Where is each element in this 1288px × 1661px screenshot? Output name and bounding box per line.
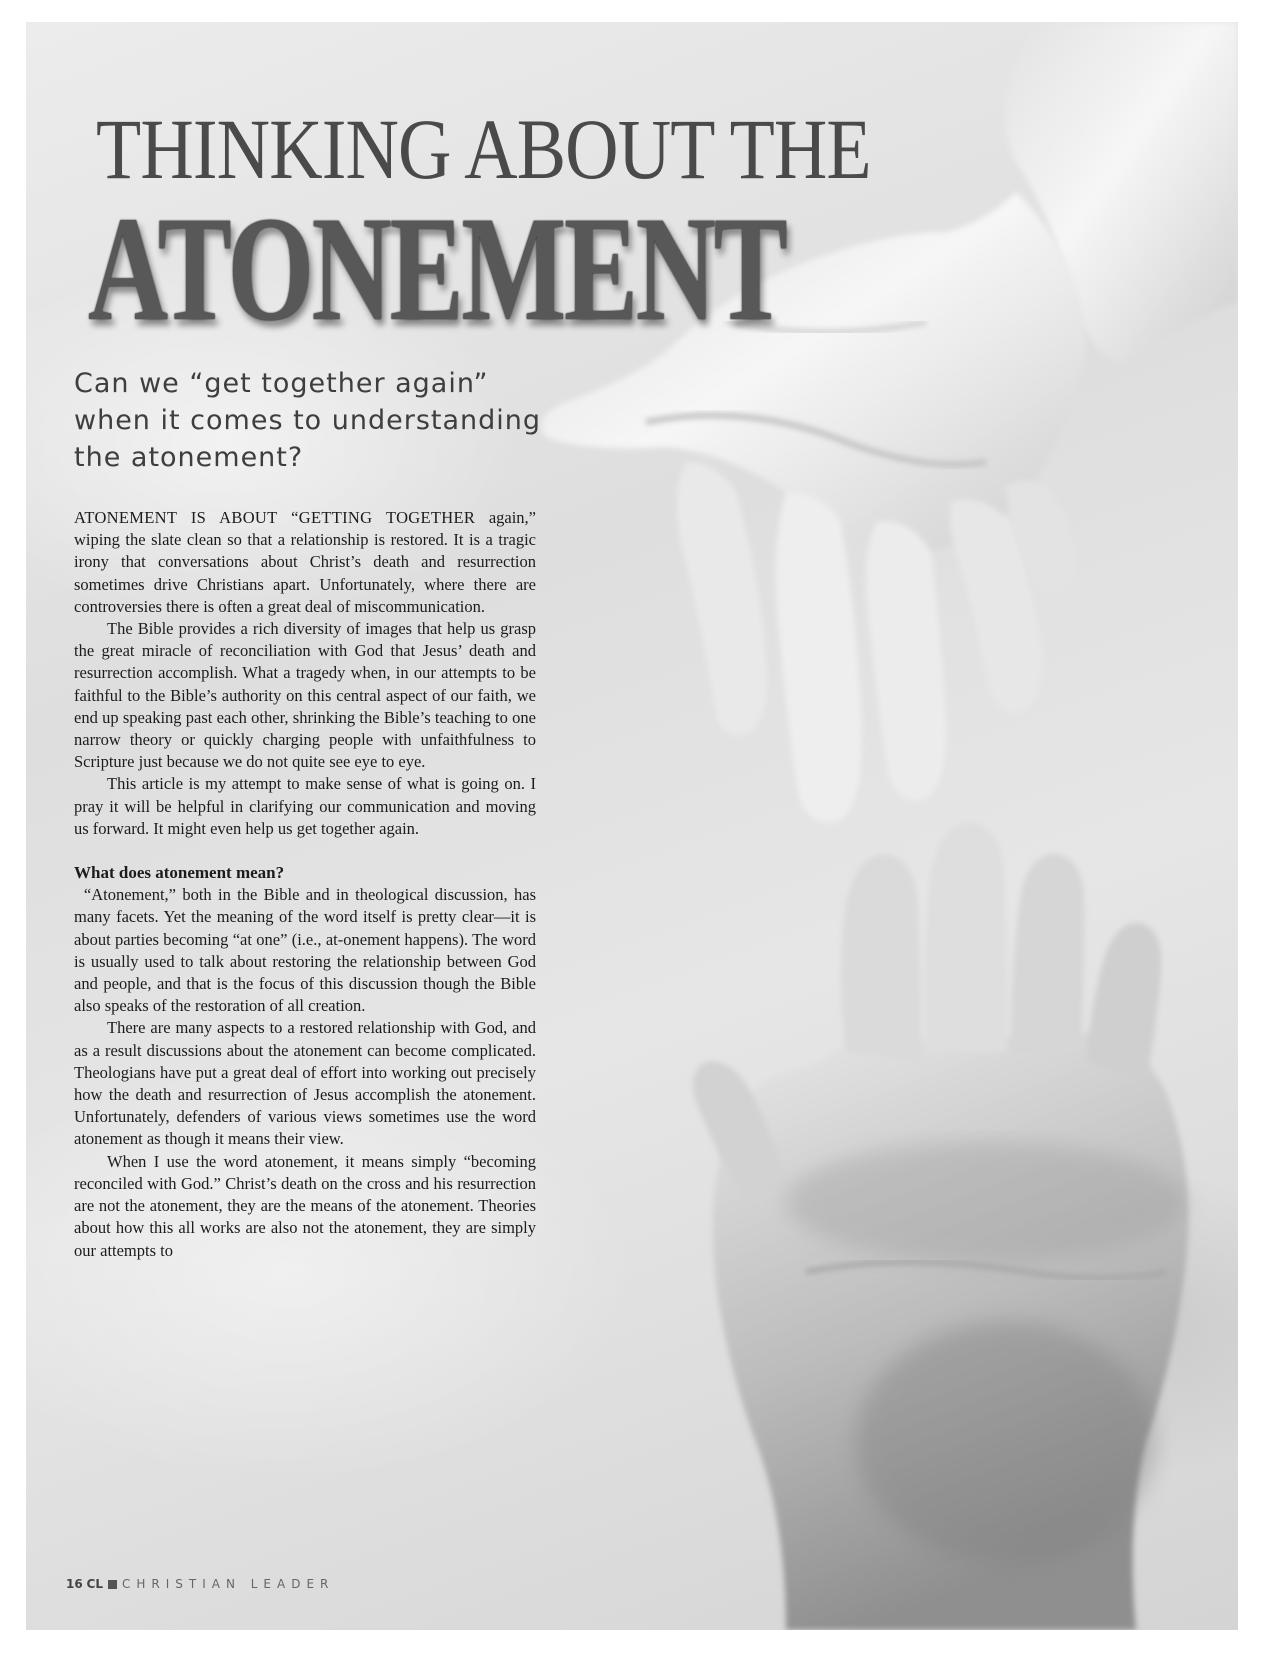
article-paragraph: The Bible provides a rich diversity of images that help us grasp the great miracle of reconciliation with God that Jesus’ death and resurrection accomplish. What a tragedy when, in our attempts to be faithful to the Bible’s authority on this central aspect of our faith, we end up speaking past each other, shrinking the Bible’s teaching to one narrow theory or quickly charging people with unfaithfulness to Scripture just because we do not quite see eye to eye. [74, 619, 536, 772]
paragraph-gap [74, 840, 536, 862]
intro-text: again,” wiping the slate clean so that a relationship is restored. It is a tragic irony that conversations about Christ’s death and resurrection sometimes drive Christians apart. Unfortunately, where there are controversies there is often a great deal of miscommunication. [74, 508, 536, 616]
article-paragraph: “Atonement,” both in the Bible and in theological discussion, has many facets. Yet the meaning of the word itself is pretty clear—it is about parties becoming “at one” (i.e., at-onement happens). The word is usually used to talk about restoring the relationship between God and people, and that is the focus of this discussion though the Bible also speaks of the restoration of all creation. [74, 885, 536, 1016]
title-line-2: ATONEMENT [88, 186, 786, 352]
article-body [74, 507, 536, 1262]
article-paragraph: When I use the word atonement, it means simply “becoming reconciled with God.” Christ’s death on the cross and his resurrection are not the atonement, they are the means of the atonement. Theories about how this all works are also not the atonement, they are simply our attempts to [74, 1151, 536, 1260]
article-paragraph: This article is my attempt to make sense of what is going on. I pray it will be helpful in clarifying our communication and moving us forward. It might even help us get together again. [74, 774, 536, 838]
section-heading: What does atonement mean? [74, 863, 285, 883]
subtitle: Can we “get together again” when it comes to understanding the atonement? [74, 368, 542, 473]
page-footer [66, 1577, 334, 1591]
lead-in-caps: ATONEMENT IS ABOUT “GETTING TOGETHER [74, 508, 476, 527]
lower-hand [693, 822, 1189, 1630]
page-number: 16 [66, 1577, 83, 1591]
magazine-page [26, 22, 1238, 1630]
title-line-1: THINKING ABOUT THE [96, 101, 871, 197]
magazine-name: CHRISTIAN LEADER [121, 1577, 335, 1591]
magazine-abbrev: CL [86, 1577, 103, 1591]
article-paragraph: There are many aspects to a restored relationship with God, and as a result discussions about the atonement can become complicated. Theologians have put a great deal of effort into working out precisely how the death and resurrection of Jesus accomplish the atonement. Unfortunately, defenders of various views sometimes use the word atonement as though it means their view. [74, 1018, 536, 1149]
square-bullet-icon [108, 1580, 117, 1589]
article-paragraph [74, 507, 536, 618]
